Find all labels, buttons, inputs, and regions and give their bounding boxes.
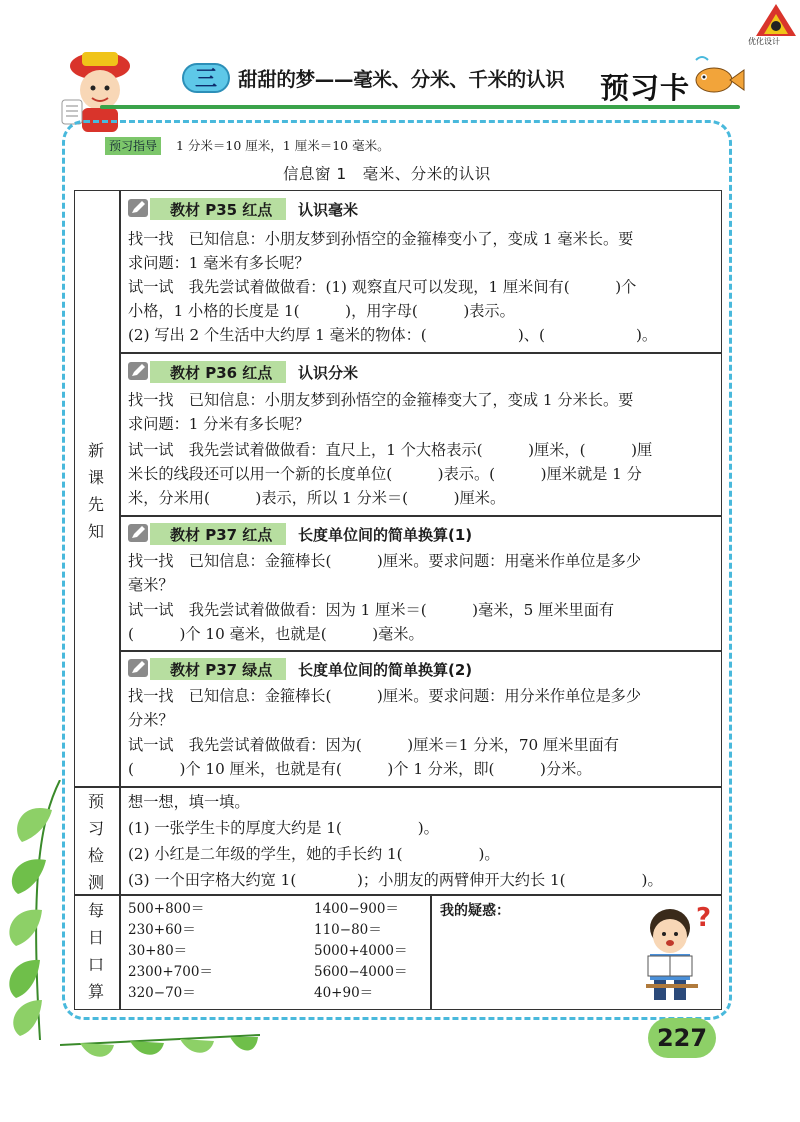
check-line: (3) 一个田字格大约宽 1( )；小朋友的两臂伸开大约长 1( )。 xyxy=(128,871,663,889)
text-line: 米，分米用( )表示，所以 1 分米＝( )厘米。 xyxy=(128,489,506,507)
row-divider xyxy=(74,786,722,788)
header-rule xyxy=(100,105,740,109)
text-line: 找一找 已知信息：小朋友梦到孙悟空的金箍棒变小了，变成 1 毫米长。要 xyxy=(128,230,634,248)
guide-tag: 预习指导 xyxy=(105,137,161,155)
text-line: 求问题：1 分米有多长呢？ xyxy=(128,415,310,433)
text-line: 求问题：1 毫米有多长呢？ xyxy=(128,254,310,272)
text-line: 试一试 我先尝试着做做看：(1) 观察直尺可以发现，1 厘米间有( )个 xyxy=(128,278,637,296)
doubt-label: 我的疑惑： xyxy=(440,903,510,919)
calc-item: 30+80＝ xyxy=(128,943,188,959)
calc-item: 40+90＝ xyxy=(314,985,374,1001)
info-window-title: 信息窗 1 毫米、分米的认识 xyxy=(283,165,491,183)
column-divider xyxy=(119,190,121,1010)
check-line: (1) 一张学生卡的厚度大约是 1( )。 xyxy=(128,819,439,837)
calc-item: 320−70＝ xyxy=(128,985,196,1001)
text-line: 试一试 我先尝试着做做看：直尺上，1 个大格表示( )厘米，( )厘 xyxy=(128,441,653,459)
calc-column-2 xyxy=(314,899,408,1004)
leaf-decoration-left xyxy=(0,780,80,1040)
pencil-icon xyxy=(128,362,148,380)
side-label-preview-check: 预 习 检 测 xyxy=(87,792,104,892)
guide-text: 1 分米＝10 厘米，1 厘米＝10 毫米。 xyxy=(176,138,390,153)
calc-item: 5000+4000＝ xyxy=(314,943,408,959)
point-tag-label: 教材 P35 红点 xyxy=(170,201,273,219)
unit-badge: 三 xyxy=(182,63,230,93)
publisher-logo-text: 优化设计 xyxy=(748,37,780,46)
text-line: ( )个 10 毫米，也就是( )毫米。 xyxy=(128,625,424,643)
calc-doubt-divider xyxy=(430,894,432,1010)
calc-item: 5600−4000＝ xyxy=(314,964,408,980)
text-line: 找一找 已知信息：小朋友梦到孙悟空的金箍棒变大了，变成 1 分米长。要 xyxy=(128,391,634,409)
svg-text:?: ? xyxy=(696,903,712,933)
text-line: 小格，1 小格的长度是 1( )，用字母( )表示。 xyxy=(128,302,515,320)
check-line: (2) 小红是二年级的学生，她的手长约 1( )。 xyxy=(128,845,500,863)
subsection-divider xyxy=(119,515,722,517)
leaf-decoration-bottom xyxy=(60,1025,260,1065)
point-tag-label: 教材 P37 绿点 xyxy=(170,661,273,679)
calc-item: 1400−900＝ xyxy=(314,901,399,917)
point-title: 长度单位间的简单换算(2) xyxy=(298,661,473,679)
unit-title: 甜甜的梦——毫米、分米、千米的认识 xyxy=(238,68,565,91)
fish-illustration xyxy=(690,52,746,102)
pencil-icon xyxy=(128,199,148,217)
text-line: 分米？ xyxy=(128,711,174,729)
text-line: 找一找 已知信息：金箍棒长( )厘米。要求问题：用分米作单位是多少 xyxy=(128,687,642,705)
boy-reading-illustration xyxy=(640,900,720,1006)
calc-item: 230+60＝ xyxy=(128,922,196,938)
calc-item: 500+800＝ xyxy=(128,901,205,917)
calc-item: 110−80＝ xyxy=(314,922,382,938)
text-line: ( )个 10 厘米，也就是有( )个 1 分米，即( )分米。 xyxy=(128,760,592,778)
text-line: 试一试 我先尝试着做做看：因为 1 厘米＝( )毫米，5 厘米里面有 xyxy=(128,601,615,619)
pencil-icon xyxy=(128,659,148,677)
row-divider xyxy=(74,894,722,896)
point-tag-label: 教材 P37 红点 xyxy=(170,526,273,544)
point-title: 长度单位间的简单换算(1) xyxy=(298,526,473,544)
point-tag-label: 教材 P36 红点 xyxy=(170,364,273,382)
point-title: 认识毫米 xyxy=(298,201,359,219)
text-line: 毫米？ xyxy=(128,576,174,594)
check-line: 想一想，填一填。 xyxy=(128,793,250,811)
text-line: 米长的线段还可以用一个新的长度单位( )表示。( )厘米就是 1 分 xyxy=(128,465,642,483)
side-label-new-lesson: 新 课 先 知 xyxy=(87,441,104,541)
text-line: 找一找 已知信息：金箍棒长( )厘米。要求问题：用毫米作单位是多少 xyxy=(128,552,642,570)
text-line: (2) 写出 2 个生活中大约厚 1 毫米的物体：( )、( )。 xyxy=(128,326,658,344)
card-title: 预习卡 xyxy=(600,71,691,105)
side-label-daily-calc: 每 日 口 算 xyxy=(87,901,104,1001)
subsection-divider xyxy=(119,352,722,354)
page-number: 227 xyxy=(648,1018,716,1058)
pencil-icon xyxy=(128,524,148,542)
point-title: 认识分米 xyxy=(298,364,359,382)
calc-column-1 xyxy=(128,899,213,1004)
text-line: 试一试 我先尝试着做做看：因为( )厘米＝1 分米，70 厘米里面有 xyxy=(128,736,619,754)
subsection-divider xyxy=(119,650,722,652)
calc-item: 2300+700＝ xyxy=(128,964,213,980)
